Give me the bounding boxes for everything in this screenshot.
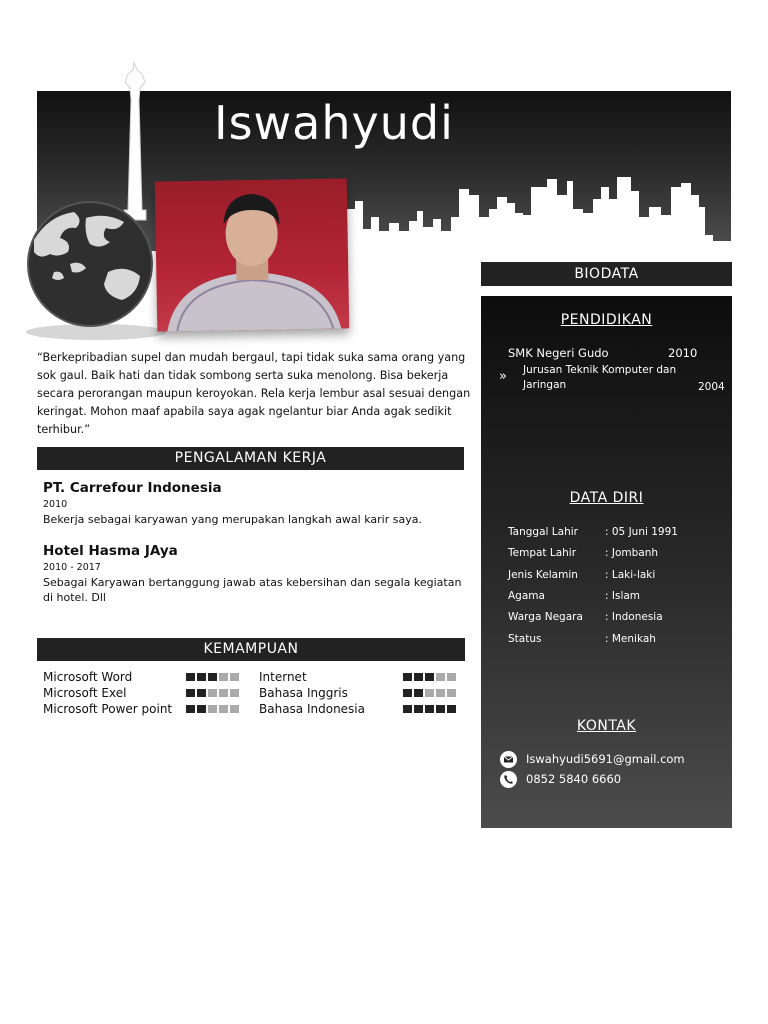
skill-dot-empty xyxy=(436,673,445,681)
personal-value: : Indonesia xyxy=(605,611,663,623)
job-years: 2010 - 2017 xyxy=(43,562,101,573)
skill-dot-filled xyxy=(425,705,434,713)
skill-dot-filled xyxy=(414,705,423,713)
skill-dot-filled xyxy=(186,689,195,697)
education-school-year: 2010 xyxy=(668,346,698,360)
skill-dot-filled xyxy=(414,673,423,681)
skill-dot-empty xyxy=(219,689,228,697)
skill-level-meter xyxy=(186,689,239,697)
skill-dot-filled xyxy=(403,689,412,697)
skill-dot-empty xyxy=(447,673,456,681)
job-years: 2010 xyxy=(43,499,68,510)
skill-dot-empty xyxy=(425,689,434,697)
contact-header: KONTAK xyxy=(576,718,637,734)
personal-label: Jenis Kelamin xyxy=(508,569,578,581)
skill-dot-empty xyxy=(208,689,217,697)
profile-photo xyxy=(155,178,350,331)
skill-name: Microsoft Word xyxy=(43,670,133,684)
chevron-right-icon: » xyxy=(499,369,507,384)
job-description: Bekerja sebagai karyawan yang merupakan langkah awal karir saya. xyxy=(43,513,422,526)
personal-value: : Menikah xyxy=(605,633,656,645)
skill-name: Internet xyxy=(259,670,307,684)
personal-value: : 05 Juni 1991 xyxy=(605,526,678,538)
skill-dot-empty xyxy=(230,673,239,681)
personal-statement: “Berkepribadian supel dan mudah bergaul, tapi tidak suka sama orang yang sok gaul. Baik hati dan tidak sombong serta suka menolong. Bisa bekerja secara perorangan maupun keroyokan. Rela kerja lembur asal sesuai dengan keringat. Mohon maaf apabila saya agak ngelantur biar Anda agak sedikit terhibur.” xyxy=(37,351,471,436)
experience-section-header: PENGALAMAN KERJA xyxy=(37,447,464,470)
skill-dot-filled xyxy=(403,673,412,681)
personal-data-header: DATA DIRI xyxy=(569,490,644,506)
education-major-year: 2004 xyxy=(698,381,725,393)
skill-dot-filled xyxy=(197,705,206,713)
personal-label: Status xyxy=(508,633,542,645)
skill-dot-empty xyxy=(219,673,228,681)
skill-dot-filled xyxy=(403,705,412,713)
personal-label: Tanggal Lahir xyxy=(508,526,578,538)
skill-dot-filled xyxy=(197,689,206,697)
skill-dot-empty xyxy=(219,705,228,713)
personal-label: Warga Negara xyxy=(508,611,583,623)
skill-dot-filled xyxy=(414,689,423,697)
contact-email[interactable]: Iswahyudi5691@gmail.com xyxy=(526,752,685,766)
skill-dot-filled xyxy=(197,673,206,681)
globe-graphic xyxy=(14,198,174,348)
education-major-line1: Jurusan Teknik Komputer dan xyxy=(523,364,677,376)
phone-icon xyxy=(500,771,517,788)
skill-dot-empty xyxy=(230,705,239,713)
job-company: PT. Carrefour Indonesia xyxy=(43,480,222,496)
job-description: Sebagai Karyawan bertanggung jawab atas kebersihan dan segala kegiatan di hotel. Dll xyxy=(43,576,462,604)
job-company: Hotel Hasma JAya xyxy=(43,543,178,559)
skill-name: Microsoft Exel xyxy=(43,686,127,700)
skill-dot-empty xyxy=(208,705,217,713)
skill-dot-filled xyxy=(436,705,445,713)
skill-level-meter xyxy=(186,705,239,713)
personal-label: Tempat Lahir xyxy=(508,547,577,559)
skill-name: Microsoft Power point xyxy=(43,702,173,716)
education-major-line2: Jaringan xyxy=(523,379,567,391)
skill-level-meter xyxy=(403,705,456,713)
education-header: PENDIDIKAN xyxy=(560,312,653,328)
skill-dot-filled xyxy=(186,673,195,681)
person-name: Iswahyudi xyxy=(214,96,454,150)
skill-level-meter xyxy=(403,673,456,681)
personal-value: : Jombanh xyxy=(605,547,659,559)
skills-section-header: KEMAMPUAN xyxy=(37,638,465,661)
skill-level-meter xyxy=(403,689,456,697)
biodata-header: BIODATA xyxy=(481,262,732,286)
skill-name: Bahasa Inggris xyxy=(259,686,348,700)
skill-dot-filled xyxy=(447,705,456,713)
education-school: SMK Negeri Gudo xyxy=(508,346,609,360)
skill-level-meter xyxy=(186,673,239,681)
sidebar-panel xyxy=(481,296,732,828)
skill-dot-filled xyxy=(208,673,217,681)
skill-name: Bahasa Indonesia xyxy=(259,702,365,716)
envelope-icon xyxy=(500,751,517,768)
skill-dot-filled xyxy=(425,673,434,681)
skill-dot-empty xyxy=(447,689,456,697)
personal-value: : Islam xyxy=(605,590,641,602)
contact-phone[interactable]: 0852 5840 6660 xyxy=(526,772,622,786)
personal-label: Agama xyxy=(508,590,545,602)
skill-dot-empty xyxy=(230,689,239,697)
skill-dot-empty xyxy=(436,689,445,697)
person-portrait-graphic xyxy=(155,178,350,331)
personal-value: : Laki-laki xyxy=(605,569,656,581)
skill-dot-filled xyxy=(186,705,195,713)
